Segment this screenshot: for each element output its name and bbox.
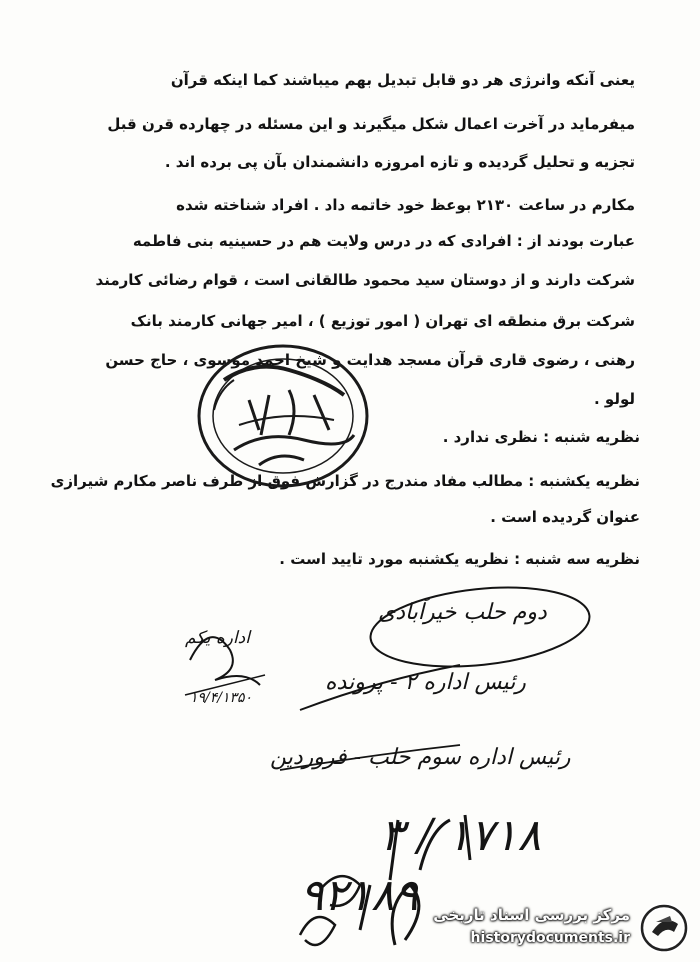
body-line-6: شرکت دارند و از دوستان سید محمود طالقانی است ، قوام رضائی کارمند: [95, 271, 635, 289]
left-note-name: اداره یکم: [185, 628, 250, 648]
routing-line-2: رئیس اداره سوم حلب - فروردین: [270, 745, 571, 770]
reference-number-2: ۹۲۱۸۹: [300, 870, 419, 921]
reference-number-1: ۱۷۱۸ / ۳: [380, 810, 541, 861]
body-line-1: یعنی آنکه وانرژی هر دو قابل تبدیل بهم میباشند کما اینکه قرآن: [170, 71, 635, 89]
body-line-4: مکارم در ساعت ۲۱۳۰ بوعظ خود خاتمه داد . افراد شناخته شده: [176, 196, 635, 214]
body-line-3: تجزیه و تحلیل گردیده و تازه امروزه دانشمندان بآن پی برده اند .: [164, 153, 635, 171]
opinion-sunday-cont: عنوان گردیده است .: [490, 508, 640, 526]
archive-title: مرکز بررسی اسناد تاریخی: [433, 906, 630, 924]
circled-note: دوم حلب خیرآبادی: [378, 600, 547, 625]
body-line-8: رهنی ، رضوی قاری قرآن مسجد هدایت و شیخ احمد موسوی ، حاج حسن: [105, 351, 635, 369]
body-line-2: میفرماید در آخرت اعمال شکل میگیرند و این مسئله در چهارده قرن قبل: [107, 115, 635, 133]
body-line-7: شرکت برق منطقه ای تهران ( امور توزیع ) ، امیر جهانی کارمند بانک: [130, 312, 635, 330]
archive-url: historydocuments.ir: [470, 930, 630, 946]
opinion-tuesday: نظریه سه شنبه : نظریه یکشنبه مورد تایید است .: [279, 550, 640, 568]
opinion-saturday: نظریه شنبه : نظری ندارد .: [442, 428, 640, 446]
opinion-sunday: نظریه یکشنبه : مطالب مفاد مندرج در گزارش فوق از طرف ناصر مکارم شیرازی: [50, 472, 640, 490]
archive-watermark: [390, 900, 690, 956]
archive-logo-icon: [638, 902, 690, 954]
body-line-5: عبارت بودند از : افرادی که در درس ولایت هم در حسینیه بنی فاطمه: [132, 232, 635, 250]
body-line-9: لولو .: [594, 390, 635, 408]
left-note-date: ۱۹/۴/۱۳۵۰: [190, 690, 253, 706]
routing-line-1: رئیس اداره ۲ - پرونده: [325, 670, 526, 695]
